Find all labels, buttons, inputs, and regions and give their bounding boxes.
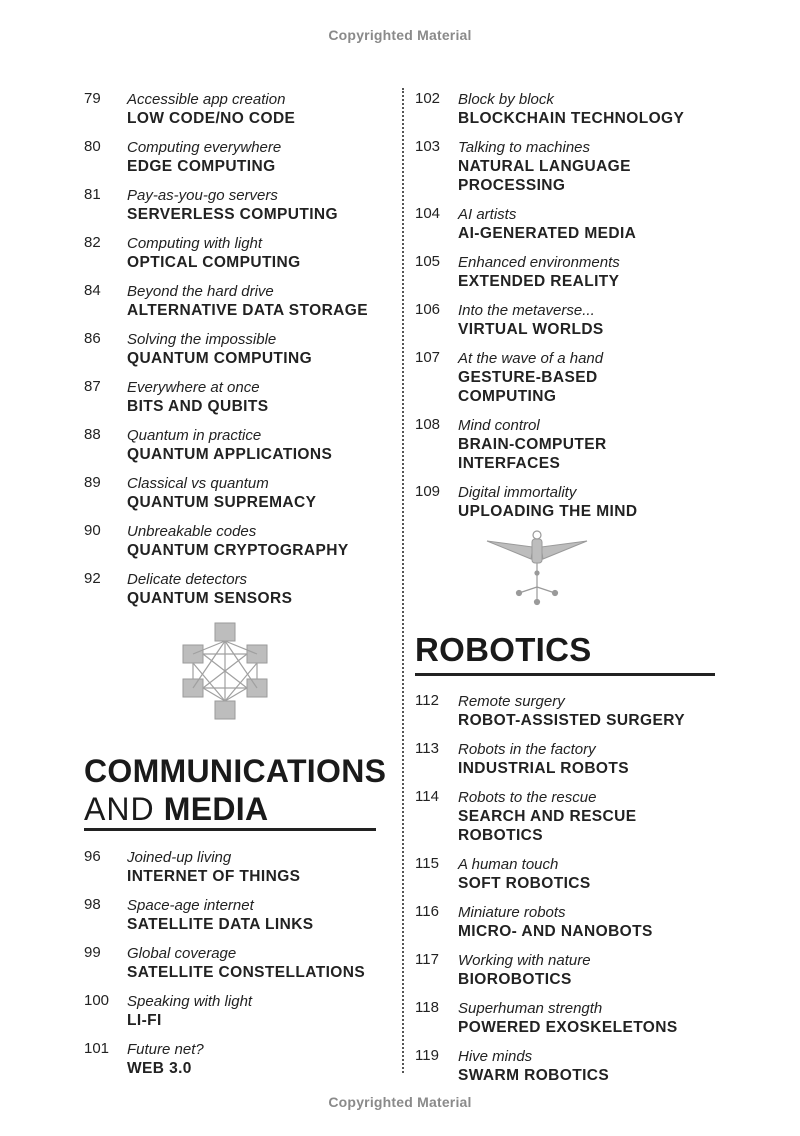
entry-title: BIOROBOTICS [458,971,572,988]
heading-media-word: MEDIA [163,791,269,827]
entry-subtitle: Robots to the rescue [458,789,597,806]
entry-subtitle: Mind control [458,417,540,434]
page-number: 82 [84,234,101,251]
section-heading-communications: COMMUNICATIONS [84,753,387,789]
entry-title: AI-GENERATED MEDIA [458,225,637,242]
toc-entry[interactable] [84,426,384,464]
entry-subtitle: Working with nature [458,952,591,969]
section-rule [415,673,715,676]
entry-subtitle: Quantum in practice [127,427,262,444]
entry-subtitle: Space-age internet [127,897,254,914]
page-number: 106 [415,301,441,318]
entry-subtitle: Unbreakable codes [127,523,257,540]
page-number: 96 [84,848,101,865]
toc-entry[interactable] [84,896,384,934]
page-number: 81 [84,186,101,203]
entry-subtitle: Everywhere at once [127,379,260,396]
toc-entry[interactable] [415,90,735,128]
toc-comm-list [84,848,384,1088]
entry-title: POWERED EXOSKELETONS [458,1019,678,1036]
entry-subtitle: Speaking with light [127,993,253,1010]
toc-entry[interactable] [84,992,384,1030]
toc-robotics-list [415,692,735,1095]
entry-subtitle: Classical vs quantum [127,475,269,492]
toc-entry[interactable] [84,378,384,416]
entry-subtitle: Pay-as-you-go servers [127,187,278,204]
page-number: 102 [415,90,441,107]
entry-subtitle: Computing with light [127,235,263,252]
entry-title: EXTENDED REALITY [458,273,620,290]
toc-right-list [415,90,735,531]
toc-entry[interactable] [415,349,735,406]
toc-entry[interactable] [415,740,735,778]
toc-entry[interactable] [415,692,735,730]
page-number: 99 [84,944,101,961]
entry-title: QUANTUM CRYPTOGRAPHY [127,542,349,559]
entry-subtitle: Superhuman strength [458,1000,603,1017]
page-number: 80 [84,138,101,155]
page-number: 87 [84,378,101,395]
toc-entry[interactable] [84,186,384,224]
toc-left-list [84,90,384,618]
column-divider [402,88,404,1073]
page-number: 79 [84,90,101,107]
section-heading-media [84,790,268,828]
page-number: 117 [415,951,439,968]
toc-entry[interactable] [415,416,735,473]
entry-title: OPTICAL COMPUTING [127,254,301,271]
toc-entry[interactable] [84,282,384,320]
page-number: 108 [415,416,441,433]
page-number: 84 [84,282,101,299]
entry-subtitle: Solving the impossible [127,331,277,348]
toc-entry[interactable] [84,522,384,560]
robotic-drone-icon [483,527,591,607]
entry-title: LI-FI [127,1012,162,1029]
entry-subtitle: Hive minds [458,1048,533,1065]
entry-title: GESTURE-BASED COMPUTING [458,369,598,405]
entry-title: SEARCH AND RESCUE ROBOTICS [458,808,637,844]
entry-title: ROBOT-ASSISTED SURGERY [458,712,685,729]
entry-subtitle: Digital immortality [458,484,577,501]
entry-subtitle: Beyond the hard drive [127,283,274,300]
entry-title: UPLOADING THE MIND [458,503,638,520]
entry-title: BLOCKCHAIN TECHNOLOGY [458,110,685,127]
toc-entry[interactable] [415,951,735,989]
entry-subtitle: A human touch [458,856,559,873]
page-number: 100 [84,992,110,1009]
entry-title: WEB 3.0 [127,1060,192,1077]
entry-subtitle: Block by block [458,91,554,108]
entry-title: LOW CODE/NO CODE [127,110,296,127]
page-number: 112 [415,692,439,709]
entry-subtitle: Global coverage [127,945,237,962]
toc-entry[interactable] [415,483,735,521]
entry-title: BRAIN-COMPUTER INTERFACES [458,436,607,472]
entry-title: QUANTUM COMPUTING [127,350,313,367]
entry-title: QUANTUM APPLICATIONS [127,446,333,463]
entry-subtitle: At the wave of a hand [458,350,604,367]
entry-title: QUANTUM SUPREMACY [127,494,317,511]
heading-and: AND [84,791,155,827]
entry-subtitle: Computing everywhere [127,139,282,156]
toc-entry[interactable] [84,570,384,608]
page-number: 105 [415,253,441,270]
page-number: 92 [84,570,101,587]
entry-title: INDUSTRIAL ROBOTS [458,760,629,777]
entry-title: MICRO- AND NANOBOTS [458,923,653,940]
copyright-watermark-top: Copyrighted Material [328,27,472,43]
page-number: 113 [415,740,439,757]
toc-entry[interactable] [84,848,384,886]
entry-subtitle: Future net? [127,1041,204,1058]
toc-entry[interactable] [415,138,735,195]
entry-title: ALTERNATIVE DATA STORAGE [127,302,368,319]
entry-title: QUANTUM SENSORS [127,590,293,607]
toc-entry[interactable] [415,999,735,1037]
toc-entry[interactable] [84,330,384,368]
toc-entry[interactable] [415,788,735,845]
entry-title: SOFT ROBOTICS [458,875,591,892]
entry-title: EDGE COMPUTING [127,158,276,175]
entry-title: SERVERLESS COMPUTING [127,206,338,223]
entry-subtitle: Miniature robots [458,904,566,921]
entry-subtitle: Joined-up living [127,849,232,866]
toc-entry[interactable] [415,205,735,243]
copyright-watermark-bottom: Copyrighted Material [328,1094,472,1110]
page-number: 86 [84,330,101,347]
page-number: 98 [84,896,101,913]
page-number: 109 [415,483,441,500]
page-number: 107 [415,349,441,366]
entry-title: SATELLITE DATA LINKS [127,916,314,933]
network-cubes-icon [181,621,269,721]
entry-subtitle: Robots in the factory [458,741,596,758]
page-number: 119 [415,1047,439,1064]
entry-subtitle: AI artists [458,206,517,223]
page-number: 101 [84,1040,110,1057]
page-number: 116 [415,903,439,920]
entry-title: SATELLITE CONSTELLATIONS [127,964,366,981]
section-rule [84,828,376,831]
page-number: 104 [415,205,441,222]
page-number: 89 [84,474,101,491]
toc-entry[interactable] [415,253,735,291]
entry-subtitle: Delicate detectors [127,571,248,588]
page-number: 90 [84,522,101,539]
entry-title: NATURAL LANGUAGE PROCESSING [458,158,631,194]
entry-title: INTERNET OF THINGS [127,868,301,885]
toc-entry[interactable] [84,138,384,176]
toc-entry[interactable] [84,1040,384,1078]
entry-title: BITS AND QUBITS [127,398,269,415]
entry-subtitle: Talking to machines [458,139,591,156]
entry-subtitle: Enhanced environments [458,254,620,271]
toc-entry[interactable] [415,1047,735,1085]
toc-entry[interactable] [415,903,735,941]
toc-entry[interactable] [84,234,384,272]
page-number: 118 [415,999,439,1016]
toc-entry[interactable] [415,301,735,339]
page-number: 115 [415,855,439,872]
entry-subtitle: Remote surgery [458,693,565,710]
entry-subtitle: Into the metaverse... [458,302,595,319]
toc-entry[interactable] [84,474,384,512]
page-number: 114 [415,788,439,805]
toc-entry[interactable] [84,90,384,128]
entry-subtitle: Accessible app creation [127,91,286,108]
entry-title: VIRTUAL WORLDS [458,321,604,338]
toc-entry[interactable] [415,855,735,893]
entry-title: SWARM ROBOTICS [458,1067,610,1084]
page-number: 88 [84,426,101,443]
page-number: 103 [415,138,441,155]
section-heading-robotics: ROBOTICS [415,631,592,668]
toc-entry[interactable] [84,944,384,982]
